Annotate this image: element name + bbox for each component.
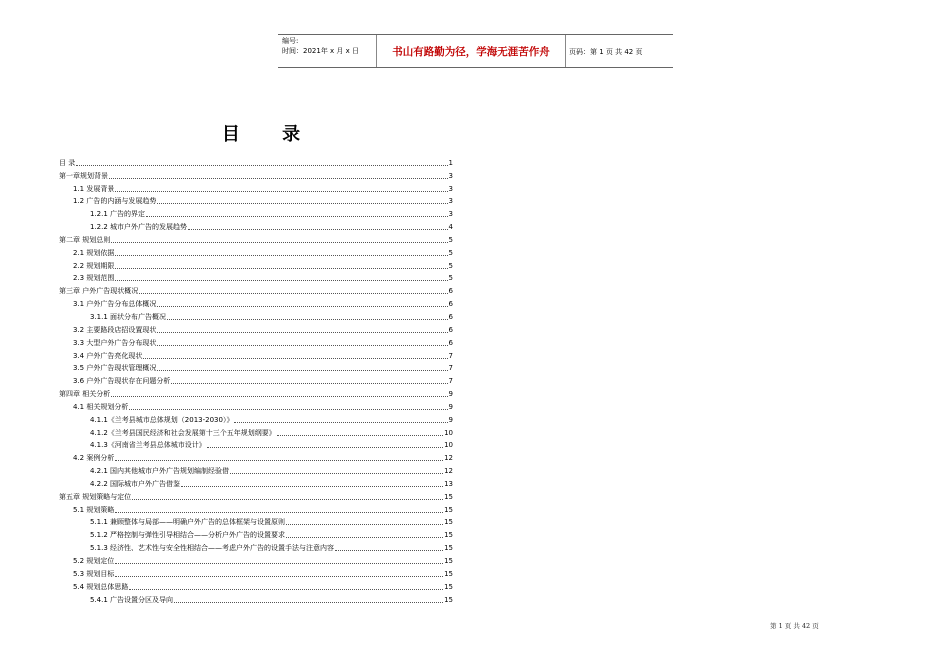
toc-entry-title: 1.2.2 城市户外广告的发展趋势 (90, 223, 188, 232)
toc-entry-title: 3.4 户外广告亮化现状 (73, 351, 143, 360)
toc-entry-page: 15 (444, 569, 453, 578)
toc-entry-page: 9 (448, 402, 453, 411)
toc-dot-leader (129, 589, 443, 590)
header-top-rule (278, 34, 673, 35)
toc-entry-title: 2.1 规划依据 (73, 248, 115, 257)
toc-entry-title: 2.3 规划范围 (73, 274, 115, 283)
toc-entry[interactable] (59, 245, 453, 258)
toc-entry-page: 7 (448, 364, 453, 373)
toc-entry-title: 1.1 发展背景 (73, 184, 115, 193)
toc-entry-title: 第四章 相关分析 (59, 390, 111, 399)
toc-entry[interactable] (59, 399, 453, 412)
toc-entry-title: 5.1.3 经济性、艺术性与安全性相结合——考虑户外广告的设置手法与注意内容 (90, 544, 335, 553)
header-left-cell (282, 36, 359, 56)
toc-dot-leader (234, 422, 447, 423)
toc-entry-page: 15 (444, 595, 453, 604)
toc-entry-page: 13 (444, 479, 453, 488)
toc-entry-title: 5.1.2 严格控制与弹性引导相结合——分析户外广告的设置要求 (90, 531, 286, 540)
toc-entry-page: 4 (448, 223, 453, 232)
toc-entry[interactable] (59, 322, 453, 335)
toc-entry-title: 4.1.2《兰考县国民经济和社会发展第十三个五年规划纲要》 (90, 428, 276, 437)
toc-entry-title: 4.1 相关规划分析 (73, 402, 129, 411)
toc-entry-title: 1.2.1 广告的界定 (90, 210, 146, 219)
toc-dot-leader (115, 576, 443, 577)
toc-dot-leader (146, 216, 447, 217)
toc-entry-title: 第五章 规划策略与定位 (59, 492, 132, 501)
toc-entry-page: 15 (444, 544, 453, 553)
toc-entry-page: 3 (448, 210, 453, 219)
toc-entry[interactable] (59, 206, 453, 219)
toc-dot-leader (157, 370, 447, 371)
toc-dot-leader (188, 229, 447, 230)
toc-dot-leader (157, 332, 447, 333)
toc-entry[interactable] (59, 540, 453, 553)
toc-dot-leader (157, 203, 447, 204)
toc-entry-title: 3.3 大型户外广告分布现状 (73, 338, 157, 347)
toc-entry-page: 5 (448, 274, 453, 283)
toc-entry-title: 第三章 户外广告现状概况 (59, 287, 139, 296)
toc-dot-leader (115, 512, 443, 513)
toc-entry-title: 4.2 案例分析 (73, 454, 115, 463)
toc-entry[interactable] (59, 283, 453, 296)
toc-entry-title: 5.4 规划总体思路 (73, 582, 129, 591)
toc-entry-page: 3 (448, 171, 453, 180)
toc-entry-page: 15 (444, 492, 453, 501)
toc-entry-page: 6 (448, 325, 453, 334)
toc-entry-title: 第二章 规划总则 (59, 235, 111, 244)
toc-dot-leader (277, 435, 443, 436)
time-label: 时间：2021年 x 月 x 日 (282, 47, 359, 55)
toc-dot-leader (143, 358, 447, 359)
toc-dot-leader (157, 345, 447, 346)
toc-entry-title: 5.4.1 广告设置分区及导向 (90, 595, 174, 604)
toc-dot-leader (286, 524, 443, 525)
toc-entry-page: 15 (444, 557, 453, 565)
page-footer: 第 1 页 共 42 页 (770, 622, 819, 630)
toc-entry-page: 15 (444, 518, 453, 527)
toc-entry-page: 7 (448, 351, 453, 360)
toc-dot-leader (157, 306, 447, 307)
toc-entry-page: 12 (444, 467, 453, 476)
toc-entry[interactable] (59, 271, 453, 284)
toc-entry-title: 5.1.1 兼顾整体与局部——明确户外广告的总体框架与设置原则 (90, 518, 286, 527)
toc-entry[interactable] (59, 335, 453, 348)
toc-entry-title: 5.2 规划定位 (73, 557, 115, 565)
toc-dot-leader (76, 165, 447, 166)
toc-entry-title: 4.2.2 国际城市户外广告借鉴 (90, 479, 181, 488)
toc-dot-leader (115, 268, 447, 269)
toc-dot-leader (115, 280, 447, 281)
toc-entry[interactable] (59, 553, 453, 566)
toc-entry[interactable] (59, 296, 453, 309)
toc-entry[interactable] (59, 348, 453, 361)
number-label: 编号: (282, 37, 299, 45)
toc-entry[interactable] (59, 502, 453, 515)
header-page-label: 页码：第 1 页 共 42 页 (569, 48, 643, 56)
toc-entry-title: 5.3 规划目标 (73, 569, 115, 578)
toc-dot-leader (109, 178, 448, 179)
toc-dot-leader (111, 242, 447, 243)
toc-dot-leader (181, 486, 443, 487)
toc-entry[interactable] (59, 527, 453, 540)
toc-dot-leader (115, 563, 443, 564)
toc-entry-page: 5 (448, 235, 453, 244)
table-of-contents (59, 155, 453, 605)
toc-entry[interactable] (59, 450, 453, 463)
toc-entry-page: 6 (448, 300, 453, 309)
toc-title: 目 录 (221, 124, 319, 145)
header-slogan: 书山有路勤为径，学海无涯苦作舟 (392, 46, 550, 58)
toc-dot-leader (207, 447, 443, 448)
toc-dot-leader (174, 602, 443, 603)
toc-entry-title: 3.1 户外广告分布总体概况 (73, 300, 157, 309)
toc-entry[interactable] (59, 412, 453, 425)
toc-entry-title: 1.2 广告的内涵与发展趋势 (73, 197, 157, 206)
toc-entry-page: 5 (448, 248, 453, 257)
toc-entry-page: 6 (448, 338, 453, 347)
toc-entry[interactable] (59, 425, 453, 438)
toc-dot-leader (115, 460, 443, 461)
toc-entry-title: 3.2 主要路段店招设置现状 (73, 325, 157, 334)
toc-entry-page: 9 (448, 390, 453, 399)
toc-entry[interactable] (59, 515, 453, 528)
toc-entry-page: 15 (444, 505, 453, 514)
toc-entry[interactable] (59, 566, 453, 579)
toc-entry-title: 4.1.3《河南省兰考县总体城市设计》 (90, 441, 206, 450)
toc-entry-page: 3 (448, 197, 453, 206)
toc-entry-title: 3.5 户外广告现状管理概况 (73, 364, 157, 373)
toc-entry[interactable] (59, 386, 453, 399)
toc-entry-title: 4.2.1 国内其他城市户外广告规划编制经验借 (90, 467, 230, 476)
toc-entry-page: 1 (448, 158, 453, 167)
toc-dot-leader (230, 473, 443, 474)
toc-dot-leader (115, 255, 447, 256)
toc-dot-leader (171, 383, 447, 384)
toc-entry-page: 3 (448, 184, 453, 193)
toc-entry[interactable] (59, 438, 453, 451)
toc-entry-page: 10 (444, 441, 453, 450)
toc-entry-title: 目 录 (59, 158, 76, 167)
toc-entry-title: 5.1 规划策略 (73, 505, 115, 514)
toc-entry-title: 3.6 户外广告现状存在问题分析 (73, 377, 171, 386)
toc-entry[interactable] (59, 489, 453, 502)
toc-entry-page: 10 (444, 428, 453, 437)
toc-entry[interactable] (59, 476, 453, 489)
toc-entry[interactable] (59, 258, 453, 271)
toc-entry-title: 第一章规划背景 (59, 171, 108, 180)
toc-entry[interactable] (59, 579, 453, 592)
toc-dot-leader (167, 319, 447, 320)
toc-entry-page: 6 (448, 312, 453, 321)
toc-dot-leader (115, 191, 447, 192)
toc-entry-title: 4.1.1《兰考县城市总体规划（2013-2030）》 (90, 415, 234, 424)
toc-entry[interactable] (59, 232, 453, 245)
toc-dot-leader (129, 409, 447, 410)
toc-entry-page: 15 (444, 582, 453, 591)
toc-entry[interactable] (59, 373, 453, 386)
toc-entry[interactable] (59, 361, 453, 374)
toc-dot-leader (111, 396, 447, 397)
header-divider-right (565, 35, 566, 67)
toc-entry[interactable] (59, 219, 453, 232)
toc-dot-leader (286, 537, 443, 538)
toc-entry-title: 3.1.1 面状分布广告概况 (90, 312, 167, 321)
toc-entry-page: 5 (448, 261, 453, 270)
toc-entry-page: 12 (444, 454, 453, 463)
toc-entry[interactable] (59, 168, 453, 181)
toc-entry[interactable] (59, 155, 453, 168)
toc-dot-leader (139, 293, 447, 294)
toc-entry-page: 15 (444, 531, 453, 540)
toc-entry-title: 2.2 规划期限 (73, 261, 115, 270)
toc-entry-page: 9 (448, 415, 453, 424)
toc-dot-leader (132, 499, 443, 500)
toc-entry[interactable] (59, 194, 453, 207)
toc-entry-page: 6 (448, 287, 453, 296)
header-bottom-rule (278, 67, 673, 68)
toc-entry[interactable] (59, 463, 453, 476)
toc-dot-leader (335, 550, 443, 551)
toc-entry[interactable] (59, 309, 453, 322)
toc-entry[interactable] (59, 592, 453, 605)
toc-entry[interactable] (59, 181, 453, 194)
toc-entry-page: 7 (448, 377, 453, 386)
